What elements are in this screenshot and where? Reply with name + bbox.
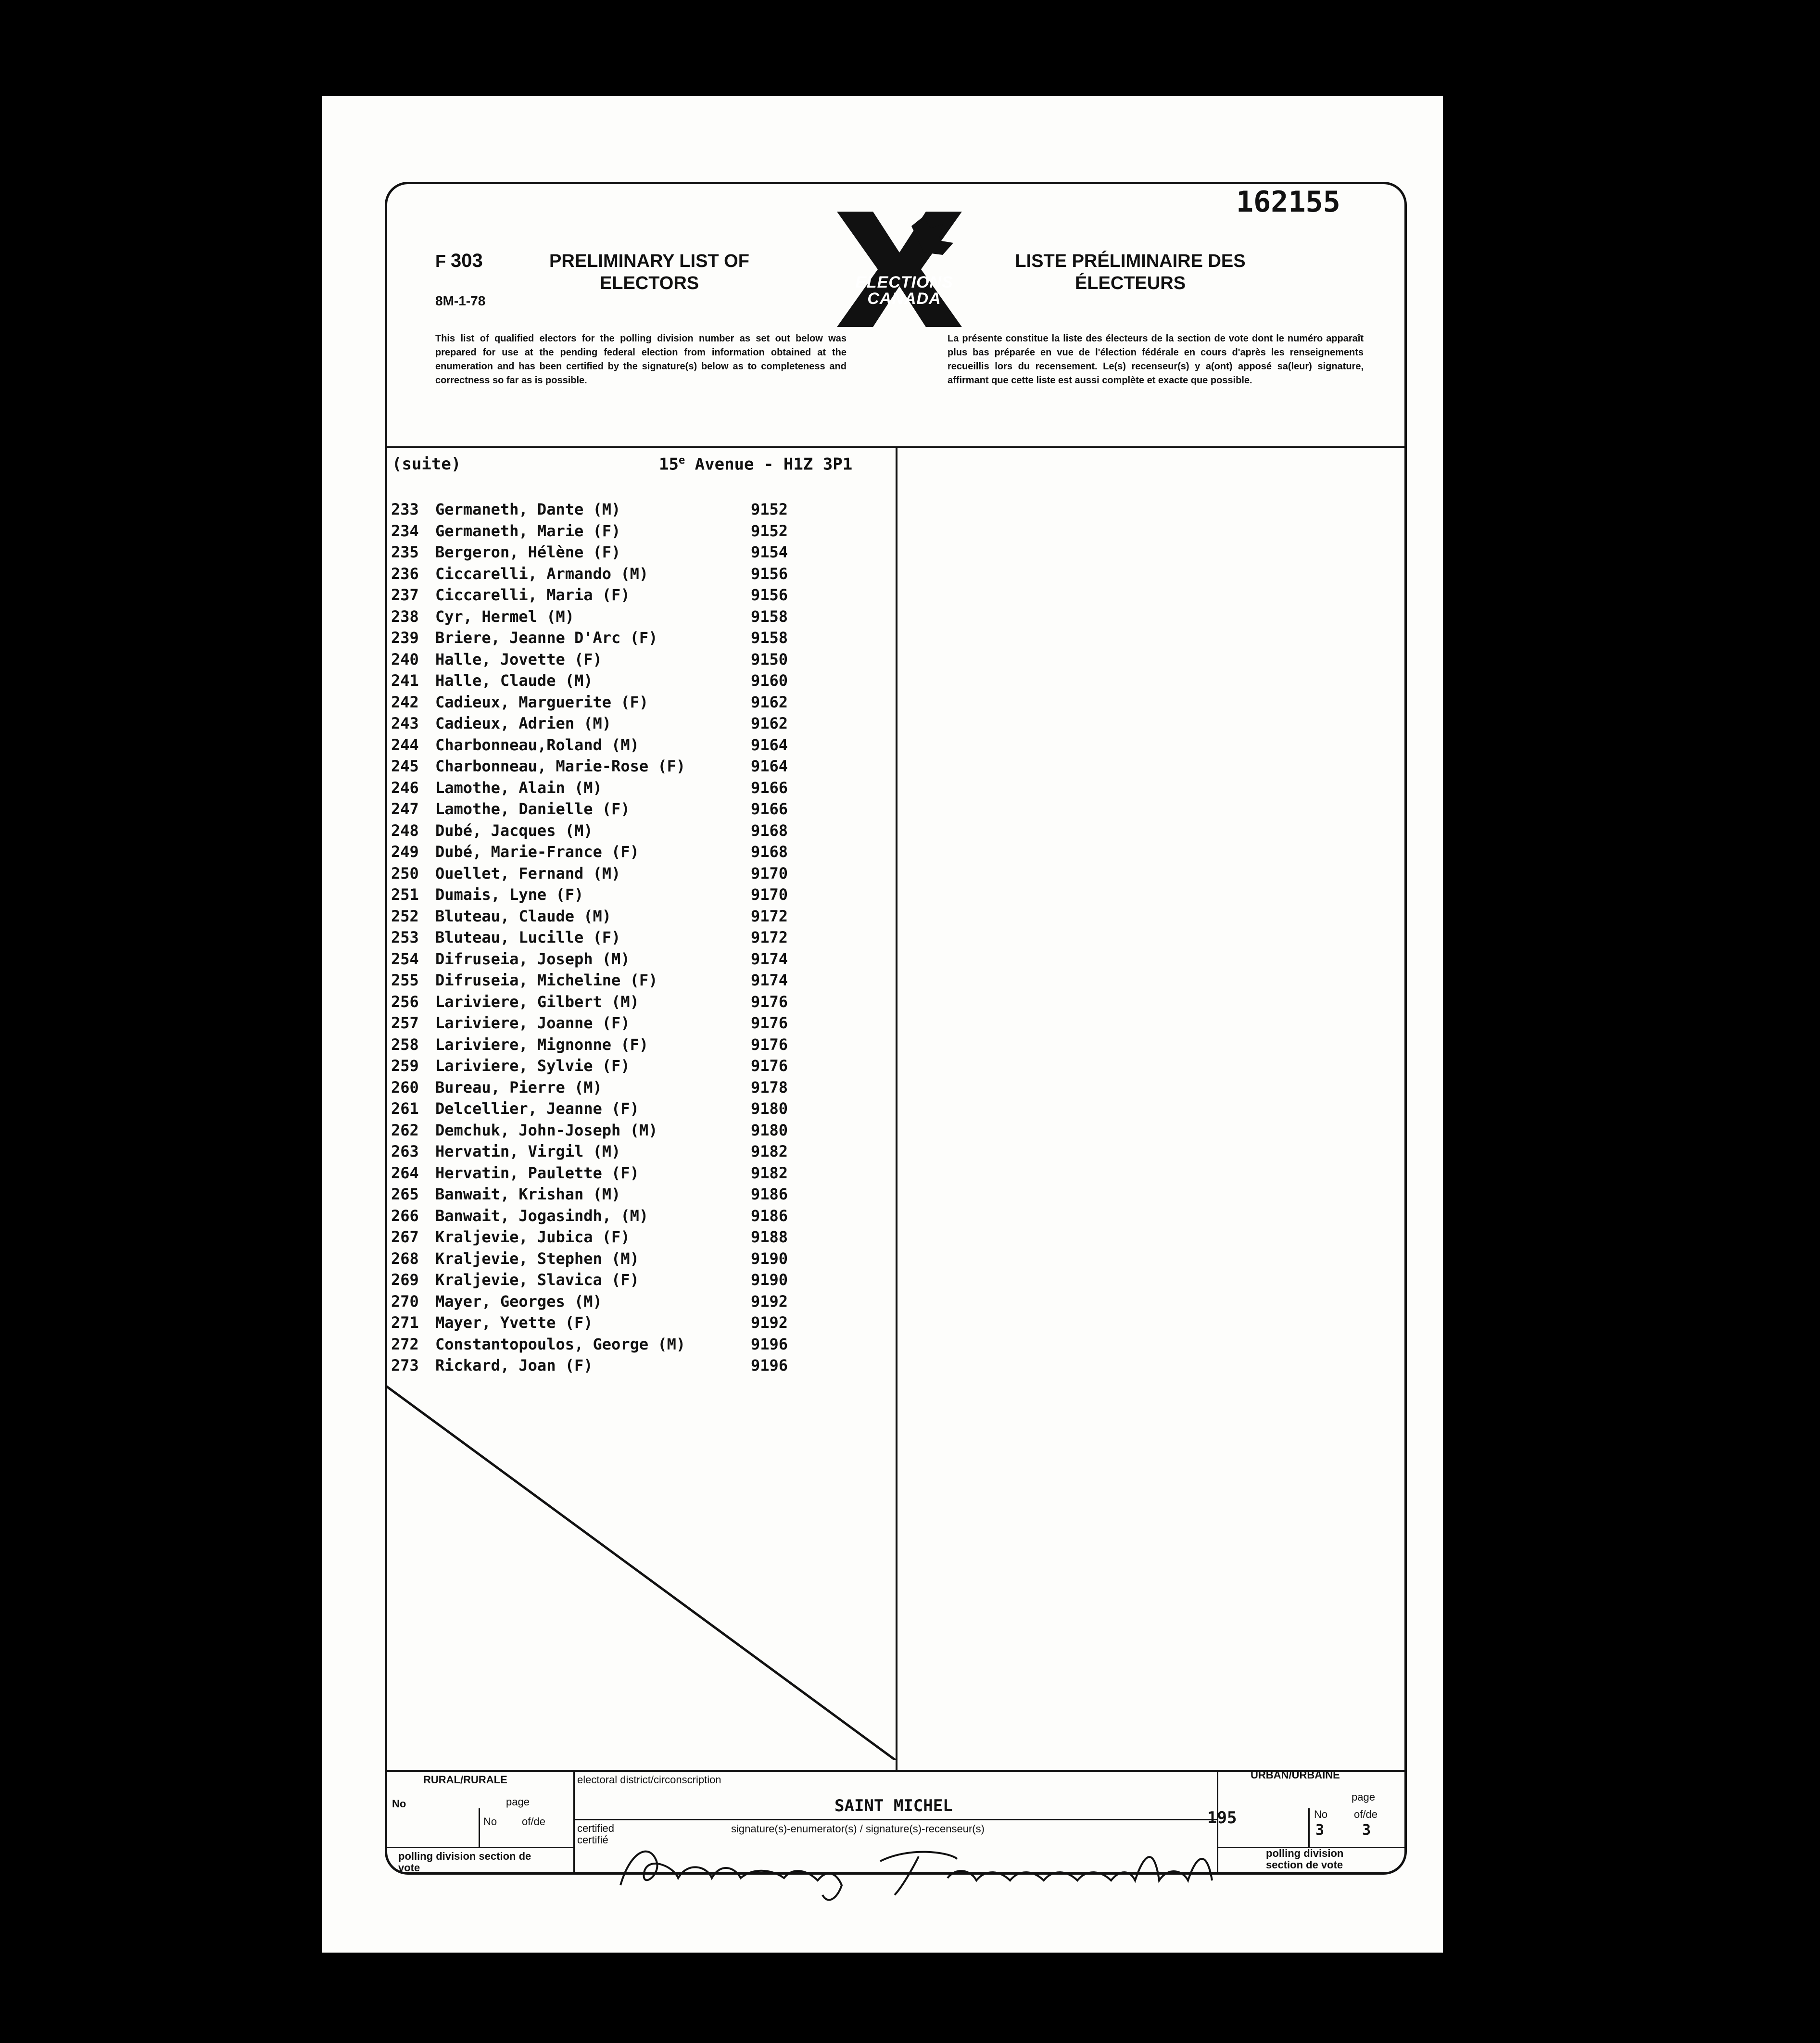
elector-row (391, 970, 896, 991)
elector-row (391, 1291, 896, 1312)
elector-name: Charbonneau, Marie-Rose (F) (435, 757, 686, 775)
elector-row (391, 841, 896, 863)
elector-name: Dubé, Jacques (M) (435, 821, 593, 840)
elector-row (391, 863, 896, 884)
elector-row (391, 692, 896, 713)
elector-name: Difruseia, Micheline (F) (435, 971, 658, 989)
elector-name: Cadieux, Adrien (M) (435, 714, 612, 732)
elector-number: 236 (391, 564, 419, 583)
elector-row (391, 1248, 896, 1270)
elector-row (391, 1012, 896, 1034)
elector-address: 9160 (751, 671, 788, 690)
elector-address: 9182 (751, 1163, 788, 1182)
elector-number: 242 (391, 693, 419, 711)
elector-row (391, 563, 896, 585)
elector-number: 254 (391, 949, 419, 968)
elector-address: 9152 (751, 500, 788, 518)
suite-label: (suite) (392, 454, 461, 474)
elector-address: 9152 (751, 521, 788, 540)
form-code-number: 303 (451, 250, 483, 271)
elector-name: Germaneth, Dante (M) (435, 500, 621, 518)
elector-row (391, 1055, 896, 1077)
polling-division-number: 195 (1207, 1808, 1237, 1828)
district-label: electoral district/circonscription (577, 1774, 721, 1786)
elector-address: 9158 (751, 629, 788, 647)
elector-number: 271 (391, 1313, 419, 1332)
elector-name: Briere, Jeanne D'Arc (F) (435, 629, 658, 647)
title-french: LISTE PRÉLIMINAIRE DES ÉLECTEURS (1015, 251, 1246, 293)
elector-name: Ouellet, Fernand (M) (435, 864, 621, 883)
form-edition: 8M-1-78 (435, 293, 486, 308)
elector-row (391, 1355, 896, 1376)
rural-of-label: of/de (522, 1816, 545, 1828)
elector-address: 9176 (751, 992, 788, 1011)
elector-address: 9150 (751, 650, 788, 668)
elector-name: Mayer, Yvette (F) (435, 1313, 593, 1332)
elector-row (391, 906, 896, 927)
elector-name: Lariviere, Joanne (F) (435, 1014, 630, 1032)
intro-english: This list of qualified electors for the polling division number as set out below was prepared for use at the pending federal election from information obtained at the enumeration and has been certified by the signature(s) below as to completeness and correctness so far as is possible. (435, 333, 847, 386)
elector-number: 266 (391, 1206, 419, 1225)
elector-name: Delcellier, Jeanne (F) (435, 1099, 639, 1118)
elector-address: 9174 (751, 971, 788, 989)
footer-rule-3 (573, 1819, 1217, 1820)
elector-row (391, 820, 896, 842)
elector-address: 9180 (751, 1121, 788, 1139)
elector-address: 9164 (751, 757, 788, 775)
intro-french: La présente constitue la liste des électeurs de la section de vote dont le numéro apparaît plus bas préparée en vue de l'élection fédérale en cours d'après les renseignements recueillis lors du recensement. Le(s) recenseur(s) y a(ont) apposé sa(leur) signature, affirmant que cette liste est aussi complète et exacte que possible. (948, 333, 1364, 386)
elector-name: Cyr, Hermel (M) (435, 607, 574, 626)
elector-address: 9164 (751, 735, 788, 754)
elector-number: 241 (391, 671, 419, 690)
elector-row (391, 1312, 896, 1334)
elector-number: 250 (391, 864, 419, 883)
elector-number: 257 (391, 1014, 419, 1032)
elector-number: 248 (391, 821, 419, 840)
elector-row (391, 948, 896, 970)
elector-address: 9168 (751, 843, 788, 861)
elector-row (391, 1184, 896, 1205)
elector-number: 238 (391, 607, 419, 626)
elector-number: 261 (391, 1099, 419, 1118)
street-number: 15 (659, 454, 679, 474)
elector-row (391, 649, 896, 670)
elector-name: Lamothe, Danielle (F) (435, 800, 630, 818)
elector-number: 258 (391, 1035, 419, 1054)
elector-name: Ciccarelli, Armando (M) (435, 564, 649, 583)
end-of-list-slash (385, 1385, 899, 1760)
elector-name: Difruseia, Joseph (M) (435, 949, 630, 968)
elector-row (391, 1034, 896, 1056)
elector-address: 9190 (751, 1249, 788, 1268)
elector-row (391, 499, 896, 520)
urban-label: URBAN/URBAINE (1251, 1769, 1340, 1781)
elector-number: 273 (391, 1356, 419, 1375)
elector-row (391, 927, 896, 948)
elector-address: 9172 (751, 907, 788, 925)
elector-number: 267 (391, 1228, 419, 1246)
page-number: 3 (1315, 1822, 1325, 1839)
elector-address: 9176 (751, 1014, 788, 1032)
serial-number: 162155 (1236, 185, 1340, 219)
elector-name: Dubé, Marie-France (F) (435, 843, 639, 861)
elector-name: Hervatin, Virgil (M) (435, 1142, 621, 1160)
elector-address: 9176 (751, 1035, 788, 1054)
title-english: PRELIMINARY LIST OF ELECTORS (549, 251, 749, 293)
certified-label: certified certifié (577, 1822, 615, 1846)
elector-address: 9156 (751, 586, 788, 604)
elector-number: 233 (391, 500, 419, 518)
elector-number: 239 (391, 629, 419, 647)
footer-rule-6 (1308, 1808, 1310, 1847)
urban-polling-label: polling division section de vote (1266, 1847, 1344, 1871)
elector-row (391, 991, 896, 1013)
elector-row (391, 1334, 896, 1355)
elector-row (391, 542, 896, 563)
enumerator-signatures (611, 1832, 1226, 1904)
elector-row (391, 756, 896, 777)
elector-address: 9196 (751, 1356, 788, 1375)
footer-rule-4 (385, 1847, 573, 1848)
page-total: 3 (1362, 1822, 1371, 1839)
rural-no-label: No (392, 1798, 406, 1810)
elector-address: 9172 (751, 928, 788, 946)
elector-address: 9176 (751, 1057, 788, 1075)
elector-number: 249 (391, 843, 419, 861)
elector-address: 9162 (751, 714, 788, 732)
elector-row (391, 584, 896, 606)
elector-number: 251 (391, 885, 419, 904)
elector-name: Hervatin, Paulette (F) (435, 1163, 639, 1182)
elector-address: 9186 (751, 1185, 788, 1203)
elector-address: 9182 (751, 1142, 788, 1160)
elector-address: 9188 (751, 1228, 788, 1246)
elector-row (391, 1120, 896, 1141)
elector-number: 247 (391, 800, 419, 818)
form-code (435, 250, 483, 272)
footer-rule-1 (573, 1770, 575, 1875)
rural-page-label: page (506, 1796, 530, 1808)
elector-name: Banwait, Krishan (M) (435, 1185, 621, 1203)
elector-number: 256 (391, 992, 419, 1011)
elector-list (391, 499, 896, 1376)
elector-address: 9196 (751, 1335, 788, 1353)
elector-number: 253 (391, 928, 419, 946)
elector-name: Lamothe, Alain (M) (435, 778, 602, 797)
elector-number: 237 (391, 586, 419, 604)
elector-name: Bluteau, Lucille (F) (435, 928, 621, 946)
form-code-prefix: F (435, 251, 446, 271)
rural-polling-label: polling division section de vote (398, 1850, 531, 1874)
elector-address: 9170 (751, 864, 788, 883)
elector-row (391, 713, 896, 734)
elector-row (391, 1162, 896, 1184)
elector-address: 9156 (751, 564, 788, 583)
street-rest: Avenue - H1Z 3P1 (685, 454, 853, 474)
elector-address: 9158 (751, 607, 788, 626)
elector-row (391, 777, 896, 799)
elector-row (391, 1205, 896, 1227)
elector-number: 255 (391, 971, 419, 989)
elector-name: Dumais, Lyne (F) (435, 885, 584, 904)
elector-number: 235 (391, 543, 419, 561)
elector-name: Lariviere, Mignonne (F) (435, 1035, 649, 1054)
elector-number: 243 (391, 714, 419, 732)
elector-name: Halle, Claude (M) (435, 671, 593, 690)
elector-row (391, 520, 896, 542)
logo-text: ELECTIONS CANADA (855, 273, 953, 308)
elector-number: 264 (391, 1163, 419, 1182)
signature-label: signature(s)-enumerator(s) / signature(s)-recenseur(s) (731, 1823, 985, 1835)
elector-name: Demchuk, John-Joseph (M) (435, 1121, 658, 1139)
elector-name: Constantopoulos, George (M) (435, 1335, 686, 1353)
elector-number: 252 (391, 907, 419, 925)
elector-name: Bluteau, Claude (M) (435, 907, 612, 925)
elector-address: 9192 (751, 1292, 788, 1311)
rural-page-no-label: No (483, 1816, 497, 1828)
elector-name: Banwait, Jogasindh, (M) (435, 1206, 649, 1225)
elector-name: Mayer, Georges (M) (435, 1292, 602, 1311)
elector-number: 259 (391, 1057, 419, 1075)
elector-number: 240 (391, 650, 419, 668)
elector-address: 9180 (751, 1099, 788, 1118)
elector-row (391, 670, 896, 692)
elector-name: Germaneth, Marie (F) (435, 521, 621, 540)
elector-number: 272 (391, 1335, 419, 1353)
elector-name: Kraljevie, Slavica (F) (435, 1271, 639, 1289)
elector-address: 9190 (751, 1271, 788, 1289)
elector-address: 9174 (751, 949, 788, 968)
elector-address: 9162 (751, 693, 788, 711)
urban-page-label: page (1352, 1791, 1375, 1803)
elector-row (391, 1226, 896, 1248)
elector-row (391, 1141, 896, 1162)
footer-rule-7 (479, 1808, 480, 1847)
elector-row (391, 1269, 896, 1291)
elector-address: 9192 (751, 1313, 788, 1332)
elector-name: Kraljevie, Jubica (F) (435, 1228, 630, 1246)
elector-row (391, 734, 896, 756)
elector-name: Halle, Jovette (F) (435, 650, 602, 668)
elector-number: 244 (391, 735, 419, 754)
elector-name: Rickard, Joan (F) (435, 1356, 593, 1375)
street-heading (659, 454, 852, 474)
elector-row (391, 627, 896, 649)
elector-number: 269 (391, 1271, 419, 1289)
elector-address: 9166 (751, 800, 788, 818)
elector-number: 260 (391, 1078, 419, 1097)
elector-name: Kraljevie, Stephen (M) (435, 1249, 639, 1268)
elector-row (391, 798, 896, 820)
elector-row (391, 606, 896, 628)
elector-number: 245 (391, 757, 419, 775)
elector-name: Lariviere, Gilbert (M) (435, 992, 639, 1011)
elector-address: 9178 (751, 1078, 788, 1097)
elector-name: Ciccarelli, Maria (F) (435, 586, 630, 604)
elector-number: 270 (391, 1292, 419, 1311)
elector-address: 9186 (751, 1206, 788, 1225)
elector-number: 246 (391, 778, 419, 797)
elector-number: 234 (391, 521, 419, 540)
elections-canada-logo (827, 207, 972, 327)
elector-address: 9166 (751, 778, 788, 797)
elector-address: 9170 (751, 885, 788, 904)
elector-row (391, 1077, 896, 1098)
rural-label: RURAL/RURALE (423, 1774, 507, 1786)
elector-row (391, 1098, 896, 1120)
urban-of-label: of/de (1354, 1808, 1378, 1820)
elector-number: 265 (391, 1185, 419, 1203)
elector-name: Charbonneau,Roland (M) (435, 735, 639, 754)
elector-number: 262 (391, 1121, 419, 1139)
elector-number: 268 (391, 1249, 419, 1268)
elector-row (391, 884, 896, 906)
elector-name: Cadieux, Marguerite (F) (435, 693, 649, 711)
elector-address: 9154 (751, 543, 788, 561)
street-suffix: e (678, 454, 685, 467)
elector-name: Lariviere, Sylvie (F) (435, 1057, 630, 1075)
elector-name: Bureau, Pierre (M) (435, 1078, 602, 1097)
district-value: SAINT MICHEL (834, 1796, 953, 1816)
urban-no-label: No (1314, 1808, 1328, 1820)
elector-number: 263 (391, 1142, 419, 1160)
elector-name: Bergeron, Hélène (F) (435, 543, 621, 561)
elector-address: 9168 (751, 821, 788, 840)
